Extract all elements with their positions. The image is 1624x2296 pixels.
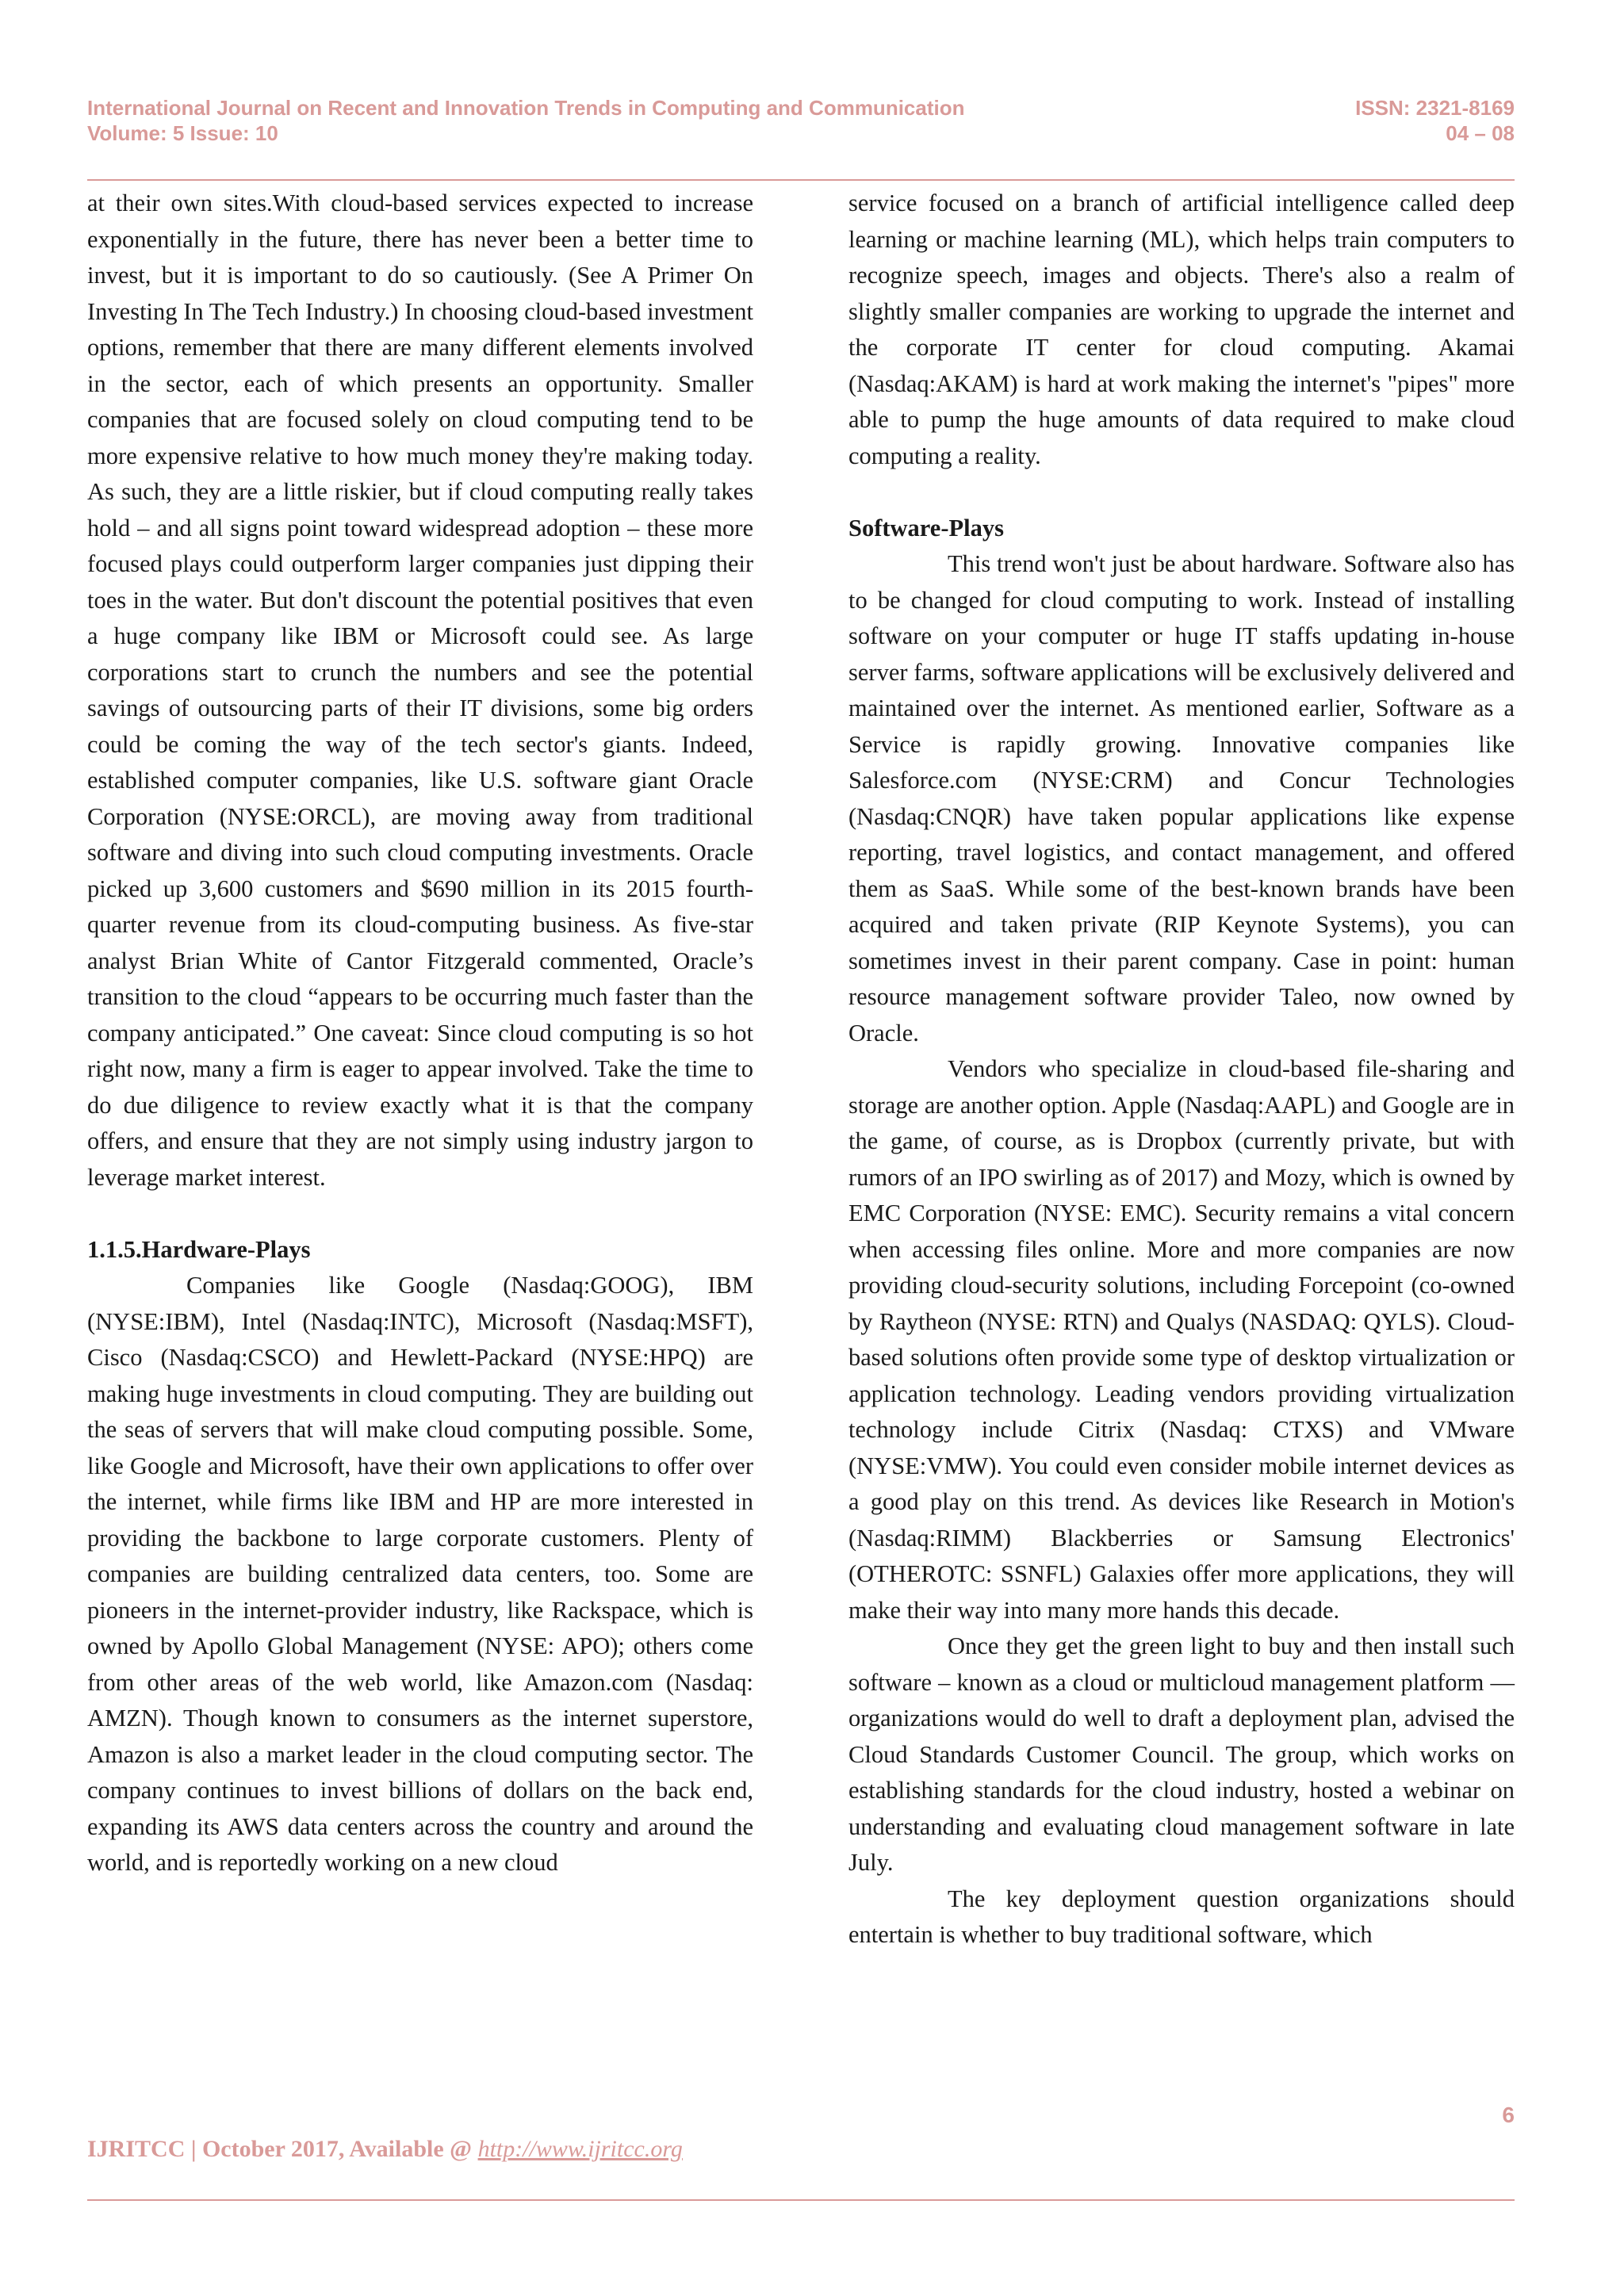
paragraph: service focused on a branch of artificial intelligence called deep learning or machine learning (ML), which helps train computers to recognize speech, images and objects. There's also a realm of slightly smaller companies are working to upgrade the internet and the corporate IT center for cloud computing. Akamai (Nasdaq:AKAM) is hard at work making the internet's "pipes" more able to pump the huge amounts of data required to make cloud computing a reality. (848, 189, 1515, 469)
page-number: 6 (1502, 2103, 1515, 2127)
journal-volume: Volume: 5 Issue: 10 (87, 121, 278, 145)
spacer (87, 1196, 753, 1232)
paragraph: The key deployment question organizations should entertain is whether to buy traditional software, which (848, 1885, 1515, 1948)
left-column (87, 186, 753, 1881)
footer (87, 2136, 683, 2163)
journal-title: International Journal on Recent and Innovation Trends in Computing and Communication (87, 96, 965, 120)
paragraph: Companies like Google (Nasdaq:GOOG), IBM (NYSE:IBM), Intel (Nasdaq:INTC), Microsoft (Nasdaq:MSFT), Cisco (Nasdaq:CSCO) and Hewlett-Packard (NYSE:HPQ) are making huge investments in cloud computing. They are building out the seas of servers that will make cloud computing possible. Some, like Google and Microsoft, have their own applications to offer over the internet, while firms like IBM and HP are more interested in providing the backbone to large corporate customers. Plenty of companies are building centralized data centers, too. Some are pioneers in the internet-provider industry, like Rackspace, which is owned by Apollo Global Management (NYSE: APO); others come from other areas of the web world, like Amazon.com (Nasdaq: AMZN). Though known to consumers as the internet superstore, Amazon is also a market leader in the cloud computing sector. The company continues to invest billions of dollars on the back end, expanding its AWS data centers across the country and around the world, and is reportedly working on a new cloud (87, 1272, 753, 1876)
right-column (848, 186, 1515, 1954)
paragraph: at their own sites.With cloud-based services expected to increase exponentially in the future, there has never been a better time to invest, but it is important to do so cautiously. (See A Primer On Investing In The Tech Industry.) In choosing cloud-based investment options, remember that there are many different elements involved in the sector, each of which presents an opportunity. Smaller companies that are focused solely on cloud computing tend to be more expensive relative to how much money they're making today. As such, they are a little riskier, but if cloud computing really takes hold – and all signs point toward widespread adoption – these more focused plays could outperform larger companies just dipping their toes in the water. But don't discount the potential positives that even a huge company like IBM or Microsoft could see. As large corporations start to crunch the numbers and see the potential savings of outsourcing parts of their IT divisions, some big orders could be coming the way of the tech sector's giants. Indeed, established computer companies, like U.S. software giant Oracle Corporation (NYSE:ORCL), are moving away from traditional software and diving into such cloud computing investments. Oracle picked up 3,600 customers and $690 million in its 2015 fourth-quarter revenue from its cloud-computing business. As five-star analyst Brian White of Cantor Fitzgerald commented, Oracle’s transition to the cloud “appears to be occurring much faster than the company anticipated.” One caveat: Since cloud computing is so hot right now, many a firm is eager to appear involved. Take the time to do due diligence to review exactly what it is that the company offers, and ensure that they are not simply using industry jargon to leverage market interest. (87, 189, 753, 1191)
running-header-right (1355, 95, 1515, 146)
footer-text: IJRITCC | October 2017, Available @ (87, 2136, 478, 2162)
section-heading-hardware: 1.1.5.Hardware-Plays (87, 1235, 311, 1263)
journal-link[interactable]: http://www.ijritcc.org (477, 2136, 683, 2162)
page-range: 04 – 08 (1446, 121, 1515, 145)
running-header-left (87, 95, 965, 146)
journal-issn: ISSN: 2321-8169 (1355, 96, 1515, 120)
spacer (848, 474, 1515, 511)
paragraph: Vendors who specialize in cloud-based file-sharing and storage are another option. Apple (Nasdaq:AAPL) and Google are in the game, of course, as is Dropbox (currently private, but with rumors of an IPO swirling as of 2017) and Mozy, which is owned by EMC Corporation (NYSE: EMC). Security remains a vital concern when accessing files online. More and more companies are now providing cloud-security solutions, including Forcepoint (co-owned by Raytheon (NYSE: RTN) and Qualys (NASDAQ: QYLS). Cloud-based solutions often provide some type of desktop virtualization or application technology. Leading vendors providing virtualization technology include Citrix (Nasdaq: CTXS) and VMware (NYSE:VMW). You could even consider mobile internet devices as a good play on this trend. As devices like Research in Motion's (Nasdaq:RIMM) Blackberries or Samsung Electronics' (OTHEROTC: SSNFL) Galaxies offer more applications, they will make their way into many more hands this decade. (848, 1055, 1515, 1624)
paragraph: This trend won't just be about hardware. Software also has to be changed for cloud computing to work. Instead of installing software on your computer or huge IT staffs updating in-house server farms, software applications will be exclusively delivered and maintained over the internet. As mentioned earlier, Software as a Service is rapidly growing. Innovative companies like Salesforce.com (NYSE:CRM) and Concur Technologies (Nasdaq:CNQR) have taken popular applications like expense reporting, travel logistics, and contact management, and offered them as SaaS. While some of the best-known brands have been acquired and taken private (RIP Keynote Systems), you can sometimes invest in their parent company. Case in point: human resource management software provider Taleo, now owned by Oracle. (848, 550, 1515, 1047)
header-rule (87, 179, 1515, 181)
footer-rule (87, 2199, 1515, 2201)
paragraph: Once they get the green light to buy and then install such software – known as a cloud or multicloud management platform — organizations would do well to draft a deployment plan, advised the Cloud Standards Customer Council. The group, which works on establishing standards for the cloud industry, hosted a webinar on understanding and evaluating cloud management software in late July. (848, 1632, 1515, 1876)
section-heading-software: Software-Plays (848, 514, 1004, 541)
